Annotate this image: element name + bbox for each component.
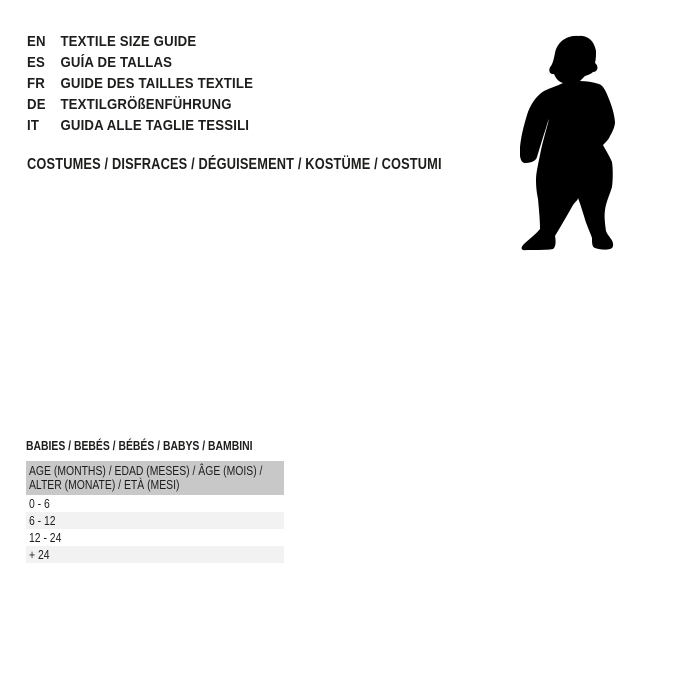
language-row-fr	[27, 73, 253, 94]
age-range-value: 0 - 6	[29, 496, 50, 511]
size-section-title-text: BABIES / BEBÉS / BÉBÉS / BABYS / BAMBINI	[26, 438, 253, 453]
age-range-value: + 24	[29, 547, 50, 562]
table-row	[26, 529, 284, 546]
baby-silhouette-path	[520, 36, 615, 250]
age-range-value: 6 - 12	[29, 513, 56, 528]
language-row-es	[27, 52, 253, 73]
language-row-de	[27, 94, 253, 115]
language-row-it	[27, 115, 253, 136]
language-code: ES	[27, 54, 45, 71]
language-label: GUIDE DES TAILLES TEXTILE	[60, 75, 254, 92]
language-code: FR	[27, 75, 45, 92]
category-title-text: COSTUMES / DISFRACES / DÉGUISEMENT / KOSTÜME / COSTUMI	[27, 156, 442, 173]
table-header-line-2: ALTER (MONATE) / ETÀ (MESI)	[29, 477, 180, 492]
baby-silhouette-icon	[520, 32, 620, 252]
language-code: IT	[27, 117, 40, 134]
language-guide-list	[27, 31, 284, 136]
age-range-value: 12 - 24	[29, 530, 62, 545]
table-header-line-1: AGE (MONTHS) / EDAD (MESES) / ÂGE (MOIS) /	[29, 463, 263, 478]
language-label: TEXTILGRÖßENFÜHRUNG	[60, 96, 232, 113]
language-label: TEXTILE SIZE GUIDE	[60, 33, 197, 50]
figure-container	[520, 32, 620, 252]
language-label: GUIDA ALLE TAGLIE TESSILI	[60, 117, 250, 134]
size-section-title	[26, 437, 309, 454]
language-code: EN	[27, 33, 46, 50]
table-row	[26, 546, 284, 563]
category-title	[27, 154, 545, 175]
table-header	[26, 461, 284, 495]
language-code: DE	[27, 96, 46, 113]
language-label: GUÍA DE TALLAS	[60, 54, 173, 71]
age-size-table	[26, 461, 284, 563]
table-row	[26, 495, 284, 512]
table-row	[26, 512, 284, 529]
language-row-en	[27, 31, 253, 52]
